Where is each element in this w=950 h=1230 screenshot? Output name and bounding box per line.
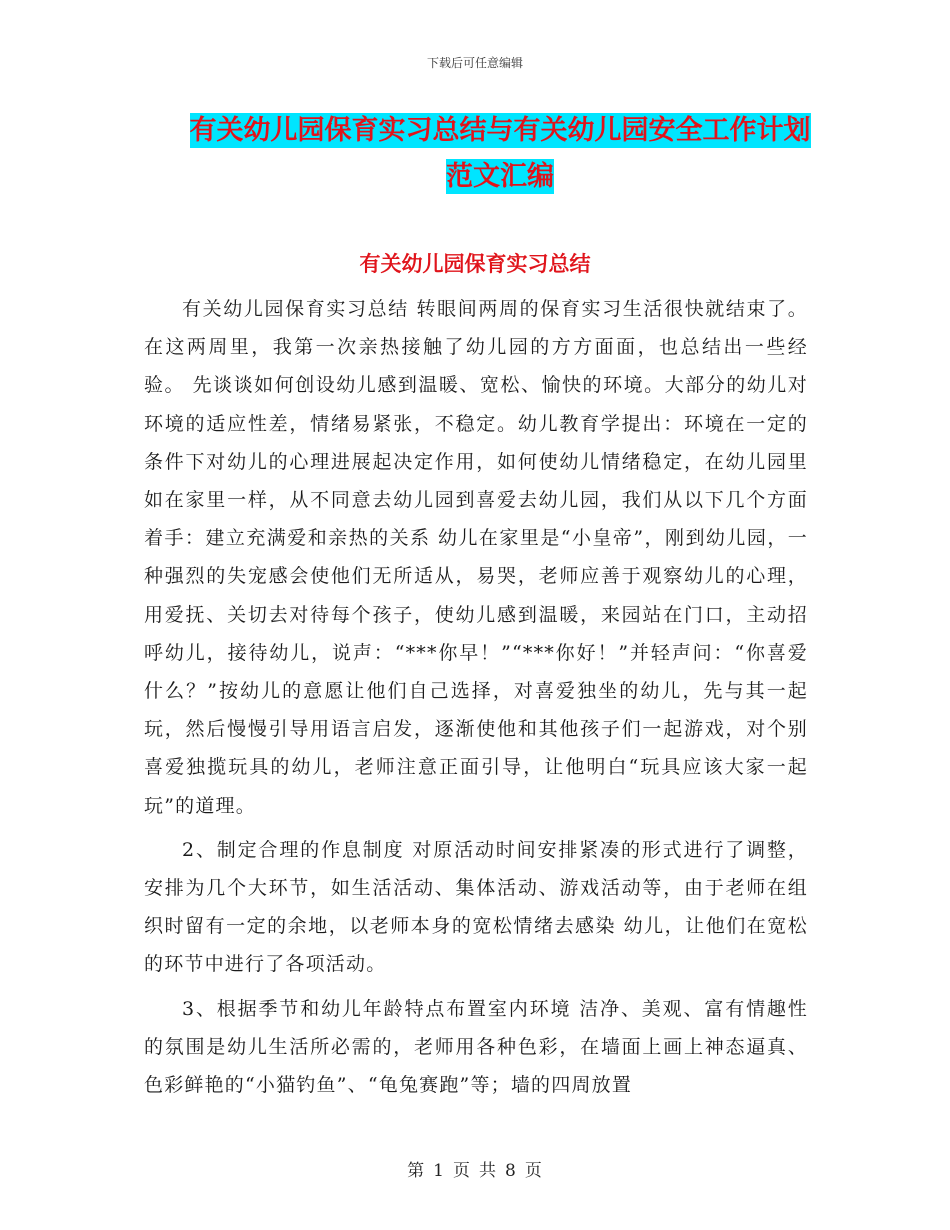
footer-page-number: 1 — [433, 1161, 445, 1181]
footer-suffix: 页 — [524, 1161, 543, 1181]
body-text — [144, 290, 808, 1110]
header-note: 下载后可任意编辑 — [426, 56, 523, 70]
footer-total-label: 共 — [479, 1161, 497, 1181]
title-line-1: 有关幼儿园保育实习总结与有关幼儿园安全工作计划 — [189, 115, 811, 146]
footer-prefix: 第 — [407, 1161, 426, 1181]
footer-page-label: 页 — [453, 1161, 471, 1181]
document-title — [140, 108, 860, 200]
paragraph-1: 有关幼儿园保育实习总结 转眼间两周的保育实习生活很快就结束了。在这两周里，我第一次亲热接触了幼儿园的方方面面，也总结出一些经验。 先谈谈如何创设幼儿感到温暖、宽松、愉快的环境。大部分的幼儿对环境的适应性差，情绪易紧张，不稳定。幼儿教育学提出：环境在一定的条件下对幼儿的心理进展起决定作用，如何使幼儿情绪稳定，在幼儿园里如在家里一样，从不同意去幼儿园到喜爱去幼儿园，我们从以下几个方面着手：建立充满爱和亲热的关系 幼儿在家里是“小皇帝”，刚到幼儿园，一种强烈的失宠感会使他们无所适从，易哭，老师应善于观察幼儿的心理，用爱抚、关切去对待每个孩子，使幼儿感到温暖，来园站在门口，主动招呼幼儿，接待幼儿，说声：“***你早！”“***你好！”并轻声问：“你喜爱什么？”按幼儿的意愿让他们自己选择，对喜爱独坐的幼儿，先与其一起玩，然后慢慢引导用语言启发，逐渐使他和其他孩子们一起游戏，对个别喜爱独揽玩具的幼儿，老师注意正面引导，让他明白“玩具应该大家一起玩”的道理。 — [144, 298, 808, 817]
page-footer — [0, 1156, 950, 1181]
paragraph-2: 2、制定合理的作息制度 对原活动时间安排紧凑的形式进行了调整，安排为几个大环节，如生活活动、集体活动、游戏活动等，由于老师在组织时留有一定的余地，以老师本身的宽松情绪去感染 幼儿，让他们在宽松的环节中进行了各项活动。 — [144, 838, 808, 976]
section-heading: 有关幼儿园保育实习总结 — [359, 252, 591, 276]
title-line-2: 范文汇编 — [446, 161, 554, 192]
paragraph-3: 3、根据季节和幼儿年龄特点布置室内环境 洁净、美观、富有情趣性的氛围是幼儿生活所必需的，老师用各种色彩，在墙面上画上神态逼真、色彩鲜艳的“小猫钓鱼”、“龟兔赛跑”等；墙的四周放置 — [144, 997, 808, 1097]
footer-total-pages: 8 — [505, 1161, 517, 1181]
